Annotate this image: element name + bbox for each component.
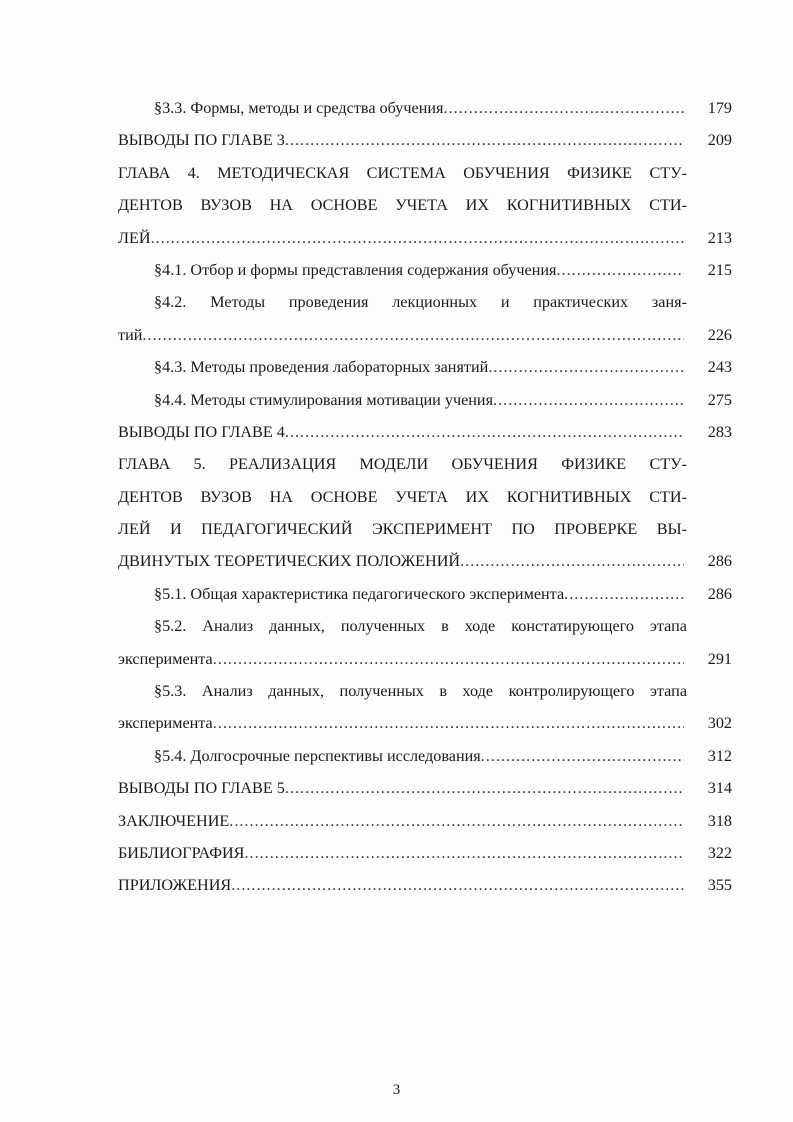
toc-entry	[118, 805, 732, 837]
dot-leader	[142, 319, 684, 351]
toc-entry-line	[118, 254, 732, 286]
dot-leader	[231, 869, 684, 901]
table-of-contents	[118, 92, 732, 902]
toc-entry	[118, 416, 732, 448]
dot-leader	[493, 384, 684, 416]
toc-page-number: 209	[707, 131, 732, 150]
toc-entry-title: тий	[118, 325, 143, 344]
toc-entry-title: ДВИНУТЫХ ТЕОРЕТИЧЕСКИХ ПОЛОЖЕНИЙ	[118, 552, 461, 571]
dot-leader	[213, 643, 684, 675]
toc-entry-text-line: ЛЕЙ И ПЕДАГОГИЧЕСКИЙ ЭКСПЕРИМЕНТ ПО ПРОВЕРКЕ ВЫ-	[118, 520, 687, 539]
dot-leader	[443, 92, 684, 124]
toc-entry-title: эксперимента	[118, 649, 213, 668]
dot-leader	[460, 545, 684, 577]
toc-entry-line	[118, 384, 732, 416]
toc-entry-title: ВЫВОДЫ ПО ГЛАВЕ 5	[118, 779, 285, 798]
toc-entry-line	[118, 643, 732, 675]
toc-entry	[118, 351, 732, 383]
dot-leader	[244, 837, 684, 869]
dot-leader	[564, 578, 684, 610]
toc-entry	[118, 124, 732, 156]
toc-entry-text-line: §5.2. Анализ данных, полученных в ходе констатирующего этапа	[154, 617, 687, 636]
toc-entry-text-line: ГЛАВА 5. РЕАЛИЗАЦИЯ МОДЕЛИ ОБУЧЕНИЯ ФИЗИКЕ СТУ-	[118, 455, 687, 474]
toc-entry	[118, 92, 732, 124]
dot-leader	[285, 416, 684, 448]
toc-entry-line	[118, 740, 732, 772]
dot-leader	[557, 254, 685, 286]
toc-entry-line	[118, 578, 732, 610]
toc-page-number: 179	[707, 99, 732, 117]
toc-entry-line	[118, 707, 732, 739]
toc-entry-line	[118, 869, 732, 901]
toc-page-number: 215	[707, 260, 732, 279]
toc-entry-text-line: ГЛАВА 4. МЕТОДИЧЕСКАЯ СИСТЕМА ОБУЧЕНИЯ ФИЗИКЕ СТУ-	[118, 163, 687, 182]
toc-entry-title: §5.1. Общая характеристика педагогического эксперимента	[154, 584, 565, 603]
toc-entry	[118, 740, 732, 772]
toc-page-number: 243	[707, 358, 732, 377]
toc-entry	[118, 157, 732, 254]
toc-page-number: 286	[707, 584, 732, 603]
toc-entry	[118, 578, 732, 610]
toc-entry-title: §3.3. Формы, методы и средства обучения	[154, 99, 444, 117]
dot-leader	[151, 222, 684, 254]
toc-entry-line	[118, 124, 732, 156]
toc-entry-line	[118, 837, 732, 869]
toc-entry	[118, 837, 732, 869]
toc-entry-text-line: ДЕНТОВ ВУЗОВ НА ОСНОВЕ УЧЕТА ИХ КОГНИТИВНЫХ СТИ-	[118, 487, 687, 506]
toc-entry-title: ВЫВОДЫ ПО ГЛАВЕ 4	[118, 422, 285, 441]
toc-entry	[118, 384, 732, 416]
toc-page-number: 314	[707, 779, 732, 798]
toc-page-number: 355	[707, 876, 732, 895]
toc-entry-title: §4.4. Методы стимулирования мотивации учения	[154, 390, 494, 409]
toc-entry-title: §4.1. Отбор и формы представления содержания обучения	[154, 260, 557, 279]
toc-entry-line	[118, 545, 732, 577]
toc-entry	[118, 286, 732, 351]
toc-entry-line	[118, 416, 732, 448]
toc-entry	[118, 675, 732, 740]
toc-entry-line	[118, 319, 732, 351]
page-number: 3	[392, 1082, 401, 1098]
toc-page-number: 213	[707, 228, 732, 247]
toc-entry-title: эксперимента	[118, 714, 213, 733]
toc-entry-line	[118, 92, 732, 124]
toc-entry	[118, 772, 732, 804]
toc-entry-title: ЗАКЛЮЧЕНИЕ	[118, 811, 230, 830]
toc-entry-line	[118, 772, 732, 804]
toc-page-number: 302	[707, 714, 732, 733]
toc-entry-title: §4.3. Методы проведения лабораторных занятий	[154, 358, 489, 377]
toc-entry-title: ВЫВОДЫ ПО ГЛАВЕ 3	[118, 131, 285, 150]
toc-entry	[118, 448, 732, 578]
toc-entry	[118, 610, 732, 675]
toc-entry	[118, 869, 732, 901]
toc-entry-title: ЛЕЙ	[118, 228, 151, 247]
dot-leader	[229, 805, 684, 837]
toc-page-number: 283	[707, 422, 732, 441]
toc-entry	[118, 254, 732, 286]
dot-leader	[481, 740, 684, 772]
toc-page-number: 318	[707, 811, 732, 830]
toc-page-number: 275	[707, 390, 732, 409]
toc-page-number: 312	[707, 746, 732, 765]
toc-page-number: 291	[707, 649, 732, 668]
toc-entry-line	[118, 351, 732, 383]
toc-entry-title: БИБЛИОГРАФИЯ	[118, 843, 245, 862]
toc-page-number: 226	[707, 325, 732, 344]
dot-leader	[488, 351, 684, 383]
toc-entry-text-line: §4.2. Методы проведения лекционных и практических заня-	[154, 293, 687, 312]
toc-entry-title: ПРИЛОЖЕНИЯ	[118, 876, 232, 895]
toc-entry-text-line: ДЕНТОВ ВУЗОВ НА ОСНОВЕ УЧЕТА ИХ КОГНИТИВНЫХ СТИ-	[118, 196, 687, 215]
toc-entry-text-line: §5.3. Анализ данных, полученных в ходе контролирующего этапа	[154, 682, 687, 701]
dot-leader	[285, 772, 684, 804]
dot-leader	[285, 124, 684, 156]
toc-entry-line	[118, 222, 732, 254]
dot-leader	[213, 707, 684, 739]
toc-entry-line	[118, 805, 732, 837]
toc-entry-title: §5.4. Долгосрочные перспективы исследования	[154, 746, 481, 765]
toc-page-number: 322	[707, 843, 732, 862]
toc-page-number: 286	[707, 552, 732, 571]
